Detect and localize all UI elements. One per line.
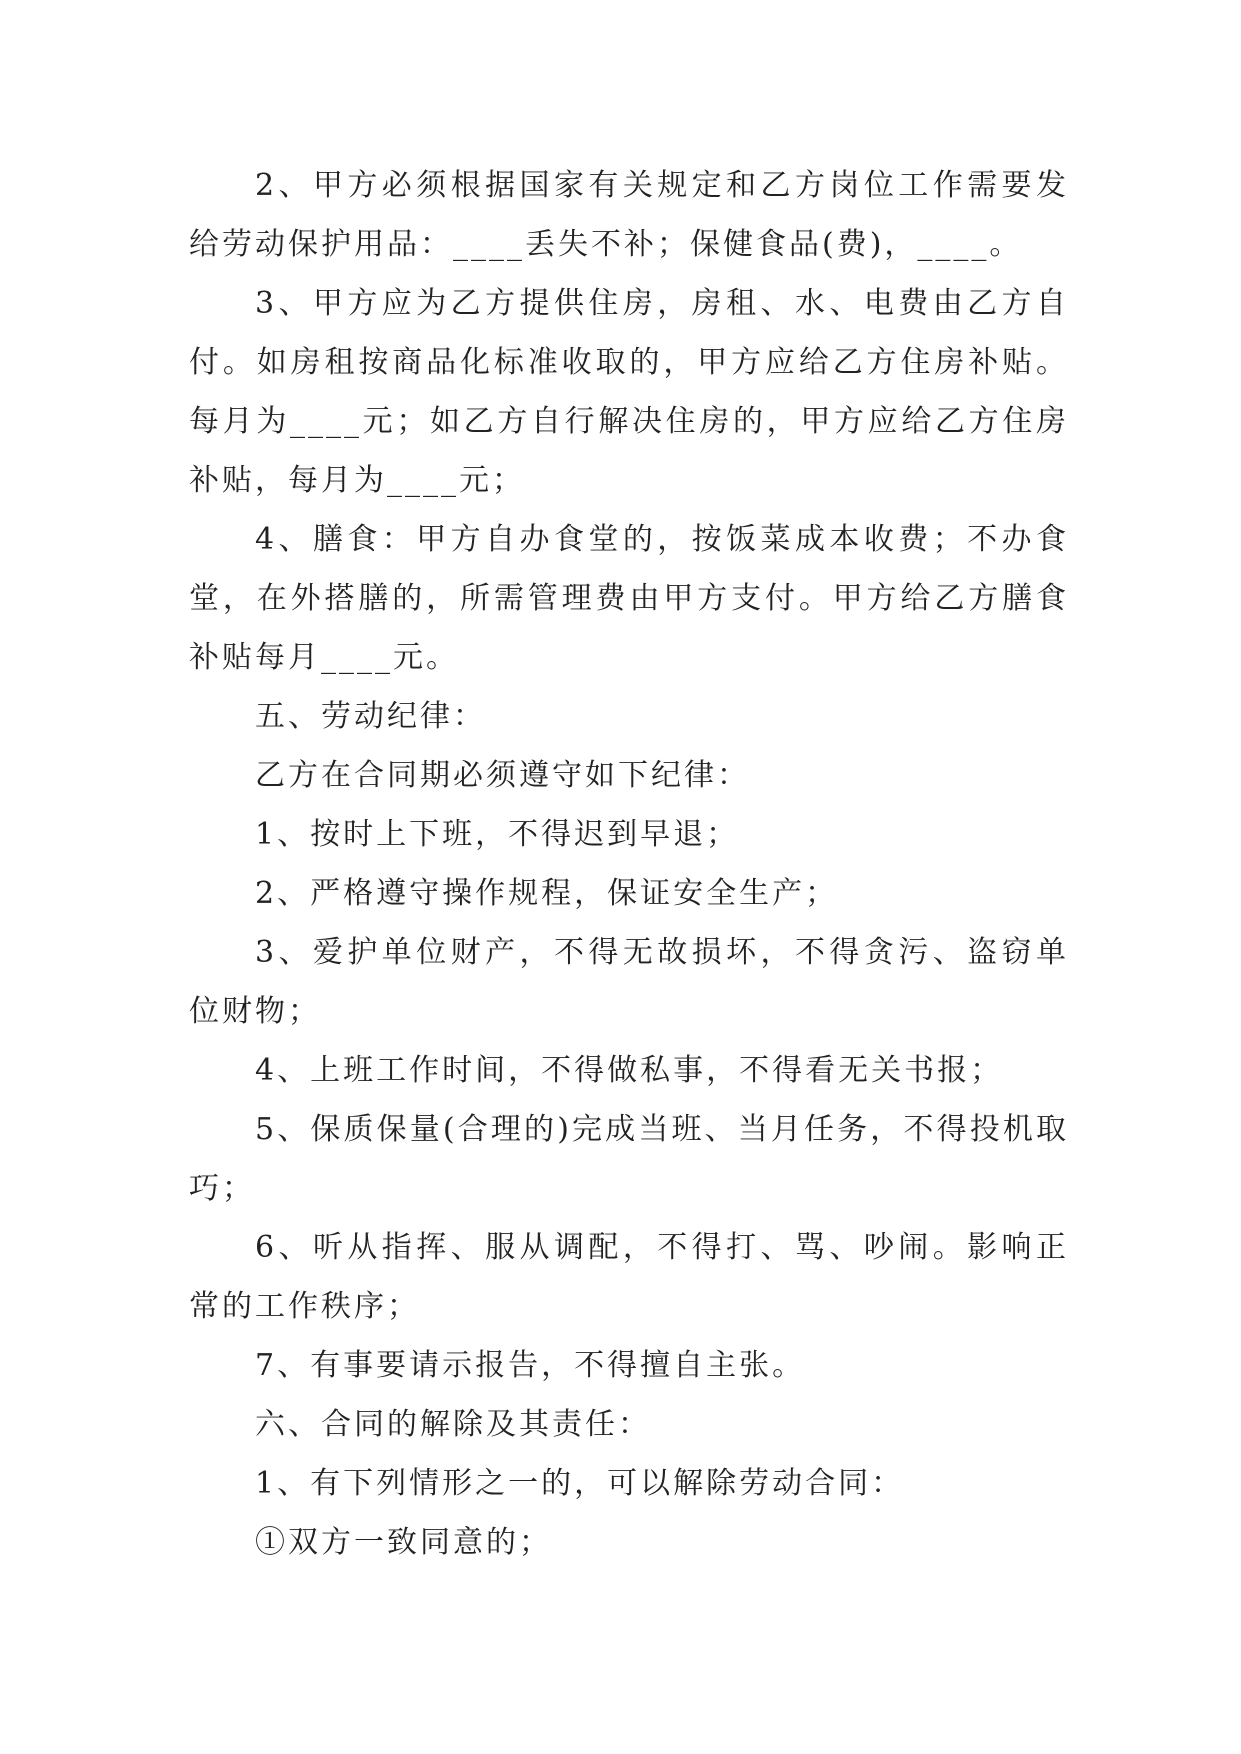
termination-item-1: 1、有下列情形之一的，可以解除劳动合同： xyxy=(255,1466,905,1501)
discipline-item-5: 5、保质保量(合理的)完成当班、当月任务，不得投机取巧； xyxy=(189,1112,1069,1206)
document-body xyxy=(189,156,1069,1572)
termination-subitem-1: ①双方一致同意的； xyxy=(255,1525,552,1560)
paragraph-protective-equipment: 2、甲方必须根据国家有关规定和乙方岗位工作需要发给劳动保护用品：____丢失不补；保健食品(费)，____。 xyxy=(189,168,1069,262)
discipline-item-7: 7、有事要请示报告，不得擅自主张。 xyxy=(255,1348,806,1383)
section-heading-contract-termination: 六、合同的解除及其责任： xyxy=(255,1407,651,1442)
discipline-item-1: 1、按时上下班，不得迟到早退； xyxy=(255,817,740,852)
paragraph-meals: 4、膳食：甲方自办食堂的，按饭菜成本收费；不办食堂，在外搭膳的，所需管理费由甲方支付。甲方给乙方膳食补贴每月____元。 xyxy=(189,522,1069,675)
discipline-item-4: 4、上班工作时间，不得做私事，不得看无关书报； xyxy=(255,1053,1004,1088)
discipline-item-2: 2、严格遵守操作规程，保证安全生产； xyxy=(255,876,839,911)
discipline-item-6: 6、听从指挥、服从调配，不得打、骂、吵闹。影响正常的工作秩序； xyxy=(189,1230,1069,1324)
paragraph-housing: 3、甲方应为乙方提供住房，房租、水、电费由乙方自付。如房租按商品化标准收取的，甲方应给乙方住房补贴。每月为____元；如乙方自行解决住房的，甲方应给乙方住房补贴，每月为____元； xyxy=(189,286,1069,498)
paragraph-discipline-intro: 乙方在合同期必须遵守如下纪律： xyxy=(255,758,750,793)
section-heading-labor-discipline: 五、劳动纪律： xyxy=(255,699,486,734)
discipline-item-3: 3、爱护单位财产，不得无故损坏，不得贪污、盗窃单位财物； xyxy=(189,935,1069,1029)
